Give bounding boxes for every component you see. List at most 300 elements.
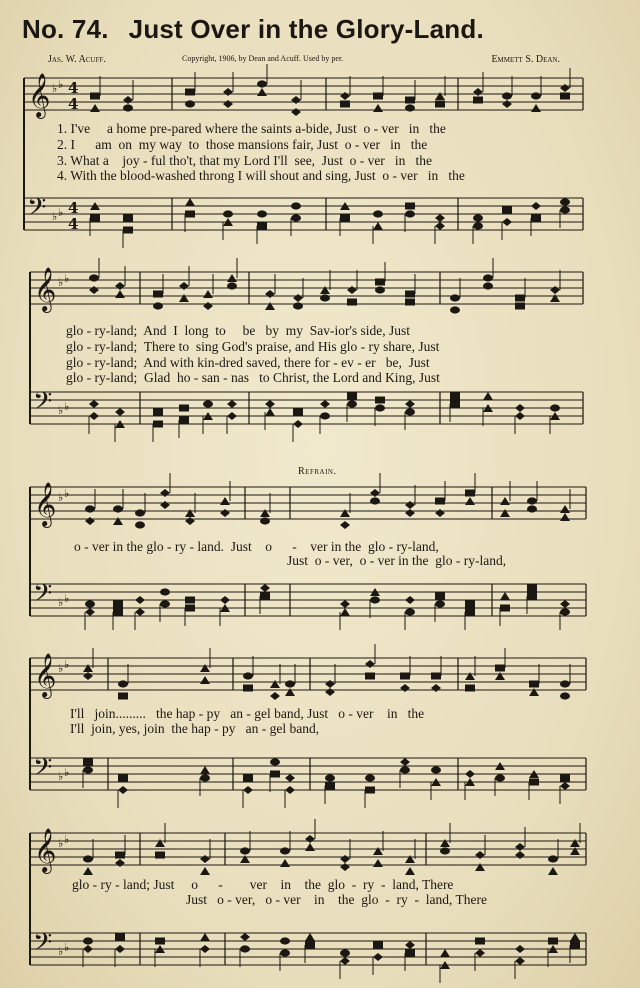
bass-note — [560, 198, 570, 205]
treble-note — [83, 664, 93, 672]
treble-note — [200, 664, 210, 672]
bass-note — [203, 400, 213, 407]
treble-note — [560, 680, 570, 687]
flat-sign: ♭ — [52, 210, 58, 223]
flat-sign: ♭ — [58, 945, 64, 958]
bass-note — [115, 945, 125, 953]
treble-note — [515, 843, 525, 851]
bass-note — [118, 786, 128, 794]
treble-note — [502, 100, 512, 108]
bass-note — [243, 786, 253, 794]
treble-note — [200, 676, 210, 684]
bass-note — [115, 934, 125, 941]
treble-note — [502, 92, 512, 99]
bass-note — [475, 949, 485, 957]
bass-note — [515, 412, 525, 420]
bass-note — [185, 597, 195, 604]
treble-note — [265, 302, 275, 310]
treble-note — [240, 855, 250, 863]
treble-note — [243, 685, 253, 692]
treble-note — [347, 286, 357, 294]
bass-note — [227, 400, 237, 408]
time-signature-bottom: 4 — [68, 95, 79, 113]
flat-sign: ♭ — [58, 770, 64, 783]
bass-note — [291, 202, 301, 209]
bass-note — [285, 774, 295, 782]
treble-note — [185, 100, 195, 107]
lyric-line-s3-b: Just o - ver, o - ver in the glo - ry-land, — [287, 553, 507, 568]
bass-note — [560, 600, 570, 608]
treble-note — [305, 835, 315, 843]
bass-note — [531, 215, 541, 222]
flat-sign: ♭ — [58, 837, 64, 850]
bass-note — [373, 222, 383, 230]
bass-note — [340, 949, 350, 956]
flat-sign: ♭ — [64, 658, 70, 671]
refrain-label: Refrain. — [298, 466, 337, 477]
bass-note — [200, 933, 210, 941]
bass-note — [560, 608, 570, 615]
treble-clef: 𝄞 — [34, 482, 57, 526]
treble-note — [135, 521, 145, 528]
bass-note — [502, 218, 512, 226]
bass-note — [257, 223, 267, 230]
treble-note — [220, 509, 230, 517]
bass-note — [515, 404, 525, 412]
time-signature-top: 4 — [68, 199, 79, 217]
flat-sign: ♭ — [64, 941, 70, 954]
bass-note — [570, 933, 580, 941]
treble-note — [118, 680, 128, 687]
bass-note — [83, 937, 93, 944]
flat-sign: ♭ — [58, 596, 64, 609]
treble-note — [257, 88, 267, 96]
treble-note — [375, 286, 385, 293]
bass-note — [270, 771, 280, 778]
lyric-line-s4-a: I'll join......... the hap - py an - gel band, Just o - ver in the — [70, 706, 425, 721]
bass-note — [473, 214, 483, 221]
treble-note — [405, 867, 415, 875]
bass-note — [502, 207, 512, 214]
treble-note — [203, 302, 213, 310]
bass-note — [118, 775, 128, 782]
flat-sign: ♭ — [64, 487, 70, 500]
bass-note — [405, 596, 415, 604]
bass-note — [160, 600, 170, 607]
bass-note — [115, 408, 125, 416]
treble-note — [260, 517, 270, 524]
treble-note — [450, 294, 460, 301]
bass-note — [270, 758, 280, 765]
time-signature-bottom: 4 — [68, 215, 79, 233]
bass-note — [405, 950, 415, 957]
treble-note — [515, 851, 525, 859]
treble-note — [405, 299, 415, 306]
bass-note — [325, 783, 335, 790]
treble-note — [223, 88, 233, 96]
bass-note — [320, 400, 330, 408]
bass-note — [365, 774, 375, 781]
bass-note — [265, 400, 275, 408]
treble-note — [240, 847, 250, 854]
bass-note — [185, 198, 195, 206]
treble-note — [473, 88, 483, 96]
bass-note — [285, 786, 295, 794]
treble-note — [405, 855, 415, 863]
lyric-line-s5-b: Just o - ver, o - ver in the glo - ry - land, There — [186, 892, 488, 907]
bass-note — [400, 758, 410, 766]
flat-sign: ♭ — [58, 404, 64, 417]
treble-note — [405, 97, 415, 104]
bass-note — [435, 600, 445, 607]
bass-note — [405, 400, 415, 408]
treble-note — [340, 509, 350, 517]
bass-note — [223, 210, 233, 217]
treble-note — [243, 672, 253, 679]
treble-note — [465, 685, 475, 692]
treble-note — [115, 859, 125, 867]
treble-note — [285, 688, 295, 696]
bass-note — [475, 938, 485, 945]
flat-sign: ♭ — [58, 491, 64, 504]
bass-note — [405, 210, 415, 217]
treble-note — [529, 688, 539, 696]
treble-note — [405, 509, 415, 517]
bass-note — [200, 766, 210, 774]
treble-note — [185, 89, 195, 96]
treble-note — [155, 852, 165, 859]
treble-note — [435, 101, 445, 108]
treble-note — [475, 863, 485, 871]
bass-note — [340, 957, 350, 965]
bass-note — [405, 408, 415, 415]
bass-note — [113, 609, 123, 616]
bass-note — [280, 949, 290, 956]
treble-note — [373, 859, 383, 867]
bass-note — [483, 392, 493, 400]
treble-note — [515, 295, 525, 302]
treble-note — [550, 294, 560, 302]
bass-note — [200, 945, 210, 953]
treble-note — [431, 684, 441, 692]
bass-note — [473, 222, 483, 229]
lyric-line-s1-v1: 1. I've a home pre-pared where the saints a-bide, Just o - ver in the — [57, 121, 446, 136]
treble-note — [531, 92, 541, 99]
bass-note — [265, 408, 275, 416]
bass-note — [260, 593, 270, 600]
treble-note — [320, 294, 330, 301]
treble-note — [260, 509, 270, 517]
bass-note — [435, 593, 445, 600]
treble-note — [560, 84, 570, 92]
bass-note — [465, 601, 475, 608]
flat-sign: ♭ — [64, 766, 70, 779]
lyric-line-s1-v2: 2. I am on my way to those mansions fair, Just o - ver in the — [57, 137, 428, 152]
treble-note — [291, 96, 301, 104]
treble-note — [320, 286, 330, 294]
lyric-line-s2-v4: glo - ry-land; Glad ho - san - nas to Christ, the Lord and King, Just — [66, 370, 440, 385]
bass-note — [370, 596, 380, 603]
treble-note — [257, 80, 267, 87]
treble-note — [185, 509, 195, 517]
bass-note — [529, 779, 539, 786]
treble-note — [495, 672, 505, 680]
lyric-line-s2-v3: glo - ry-land; And with kin-dred saved, there for - ev - er be, Just — [66, 355, 430, 370]
treble-note — [200, 867, 210, 875]
treble-note — [293, 302, 303, 309]
treble-note — [373, 104, 383, 112]
treble-note — [527, 505, 537, 512]
time-signature-top: 4 — [68, 79, 79, 97]
bass-note — [243, 775, 253, 782]
lyric-line-s1-v3: 3. What a joy - ful tho't, that my Lord I'll see, Just o - ver in the — [57, 153, 433, 168]
bass-note — [83, 766, 93, 773]
bass-note — [515, 957, 525, 965]
lyric-line-s3-a: o - ver in the glo - ry - land. Just o - ver in the glo - ry-land, — [74, 539, 439, 554]
lyric-line-s2-v2: glo - ry-land; There to sing God's praise, and His glo - ry share, Just — [66, 339, 440, 354]
treble-note — [115, 282, 125, 290]
treble-note — [347, 299, 357, 306]
bass-note — [83, 759, 93, 766]
bass-note — [500, 605, 510, 612]
bass-note — [89, 412, 99, 420]
treble-note — [185, 517, 195, 525]
bass-note — [495, 774, 505, 781]
treble-note — [570, 847, 580, 855]
treble-note — [227, 274, 237, 282]
treble-note — [473, 97, 483, 104]
bass-note — [280, 937, 290, 944]
treble-note — [83, 672, 93, 680]
flat-sign: ♭ — [58, 206, 64, 219]
bass-note — [531, 202, 541, 210]
bass-note — [440, 949, 450, 957]
treble-note — [405, 291, 415, 298]
bass-note — [200, 774, 210, 781]
bass-note — [373, 942, 383, 949]
treble-note — [435, 498, 445, 505]
bass-note — [257, 210, 267, 217]
treble-note — [450, 306, 460, 313]
bass-note — [347, 393, 357, 400]
treble-note — [373, 847, 383, 855]
treble-note — [90, 104, 100, 112]
treble-note — [465, 490, 475, 497]
treble-note — [265, 290, 275, 298]
bass-note — [500, 592, 510, 600]
treble-note — [160, 501, 170, 509]
treble-note — [280, 859, 290, 867]
bass-note — [293, 420, 303, 428]
bass-note — [293, 409, 303, 416]
treble-note — [515, 303, 525, 310]
treble-note — [405, 104, 415, 111]
bass-note — [465, 609, 475, 616]
treble-note — [89, 274, 99, 281]
treble-note — [531, 104, 541, 112]
treble-note — [200, 855, 210, 863]
treble-note — [529, 681, 539, 688]
treble-note — [365, 660, 375, 668]
treble-note — [560, 93, 570, 100]
treble-note — [325, 688, 335, 696]
bass-note — [85, 608, 95, 616]
treble-clef: 𝄞 — [34, 828, 57, 872]
treble-note — [123, 104, 133, 111]
bass-note — [375, 397, 385, 404]
flat-sign: ♭ — [64, 592, 70, 605]
treble-note — [440, 847, 450, 854]
bass-note — [560, 206, 570, 213]
treble-note — [548, 855, 558, 862]
bass-note — [570, 942, 580, 949]
bass-note — [179, 417, 189, 424]
treble-note — [340, 92, 350, 100]
treble-note — [500, 497, 510, 505]
bass-note — [260, 584, 270, 592]
bass-note — [83, 945, 93, 953]
bass-note — [340, 608, 350, 616]
bass-note — [160, 588, 170, 595]
treble-note — [548, 867, 558, 875]
treble-note — [83, 867, 93, 875]
bass-note — [405, 941, 415, 949]
bass-note — [325, 774, 335, 781]
bass-note — [179, 405, 189, 412]
bass-note — [550, 404, 560, 411]
treble-note — [90, 93, 100, 100]
lyric-line-s5-a: glo - ry - land; Just o - ver in the glo - ry - land, There — [72, 877, 454, 892]
bass-note — [450, 393, 460, 400]
bass-clef: 𝄢 — [33, 387, 53, 422]
bass-note — [365, 787, 375, 794]
hymn-title: Just Over in the Glory-Land. — [128, 14, 484, 44]
bass-clef: 𝄢 — [33, 579, 53, 614]
bass-note — [340, 215, 350, 222]
treble-note — [135, 509, 145, 516]
lyric-line-s4-b: I'll join, yes, join the hap - py an - gel band, — [70, 721, 320, 736]
treble-note — [85, 505, 95, 512]
treble-note — [527, 497, 537, 504]
bass-note — [305, 942, 315, 949]
lyric-line-s2-v1: glo - ry-land; And I long to be by my Sav-ior's side, Just — [66, 323, 411, 338]
treble-note — [179, 294, 189, 302]
treble-note — [560, 513, 570, 521]
bass-note — [113, 601, 123, 608]
bass-note — [450, 401, 460, 408]
treble-note — [115, 290, 125, 298]
flat-sign: ♭ — [64, 272, 70, 285]
treble-note — [155, 839, 165, 847]
treble-note — [373, 93, 383, 100]
treble-note — [500, 509, 510, 517]
bass-note — [373, 210, 383, 217]
treble-clef: 𝄞 — [34, 267, 57, 311]
treble-note — [270, 680, 280, 688]
treble-note — [153, 302, 163, 309]
treble-note — [83, 855, 93, 862]
treble-note — [115, 852, 125, 859]
treble-note — [365, 673, 375, 680]
flat-sign: ♭ — [58, 276, 64, 289]
treble-note — [220, 497, 230, 505]
flat-sign: ♭ — [64, 400, 70, 413]
treble-note — [340, 521, 350, 529]
treble-note — [431, 673, 441, 680]
bass-note — [375, 404, 385, 411]
bass-clef: 𝄢 — [33, 753, 53, 788]
flat-sign: ♭ — [58, 78, 64, 91]
treble-note — [375, 279, 385, 286]
bass-note — [527, 585, 537, 592]
treble-note — [570, 839, 580, 847]
bass-note — [135, 608, 145, 616]
bass-note — [185, 211, 195, 218]
treble-note — [153, 291, 163, 298]
treble-note — [400, 684, 410, 692]
bass-note — [527, 593, 537, 600]
treble-note — [560, 505, 570, 513]
treble-note — [203, 290, 213, 298]
treble-note — [483, 282, 493, 289]
bass-clef: 𝄢 — [27, 193, 47, 228]
treble-clef: 𝄞 — [34, 653, 57, 697]
treble-note — [325, 680, 335, 688]
treble-note — [89, 286, 99, 294]
bass-note — [185, 605, 195, 612]
treble-note — [435, 92, 445, 100]
treble-clef: 𝄞 — [28, 73, 51, 117]
bass-clef: 𝄢 — [33, 928, 53, 963]
bass-note — [227, 412, 237, 420]
bass-note — [85, 600, 95, 607]
treble-note — [560, 692, 570, 699]
treble-note — [340, 863, 350, 871]
treble-note — [435, 509, 445, 517]
bass-note — [405, 203, 415, 210]
treble-note — [270, 692, 280, 700]
treble-note — [305, 843, 315, 851]
bass-note — [465, 770, 475, 778]
bass-note — [89, 400, 99, 408]
bass-note — [405, 608, 415, 615]
bass-note — [515, 945, 525, 953]
bass-note — [435, 222, 445, 230]
treble-note — [465, 672, 475, 680]
copyright-notice: Copyright, 1906, by Dean and Acuff. Used by per. — [182, 54, 344, 63]
treble-note — [465, 497, 475, 505]
treble-note — [550, 286, 560, 294]
treble-note — [179, 282, 189, 290]
bass-note — [240, 933, 250, 941]
treble-note — [475, 851, 485, 859]
treble-note — [370, 489, 380, 497]
bass-note — [135, 596, 145, 604]
bass-note — [400, 766, 410, 773]
bass-note — [305, 933, 315, 941]
bass-note — [340, 600, 350, 608]
composer: Emmett S. Dean. — [491, 54, 560, 65]
treble-note — [113, 517, 123, 525]
flat-sign: ♭ — [52, 82, 58, 95]
treble-note — [400, 673, 410, 680]
treble-note — [227, 282, 237, 289]
treble-note — [123, 96, 133, 104]
bass-note — [560, 782, 570, 790]
treble-note — [440, 839, 450, 847]
bass-note — [153, 409, 163, 416]
treble-note — [285, 680, 295, 687]
